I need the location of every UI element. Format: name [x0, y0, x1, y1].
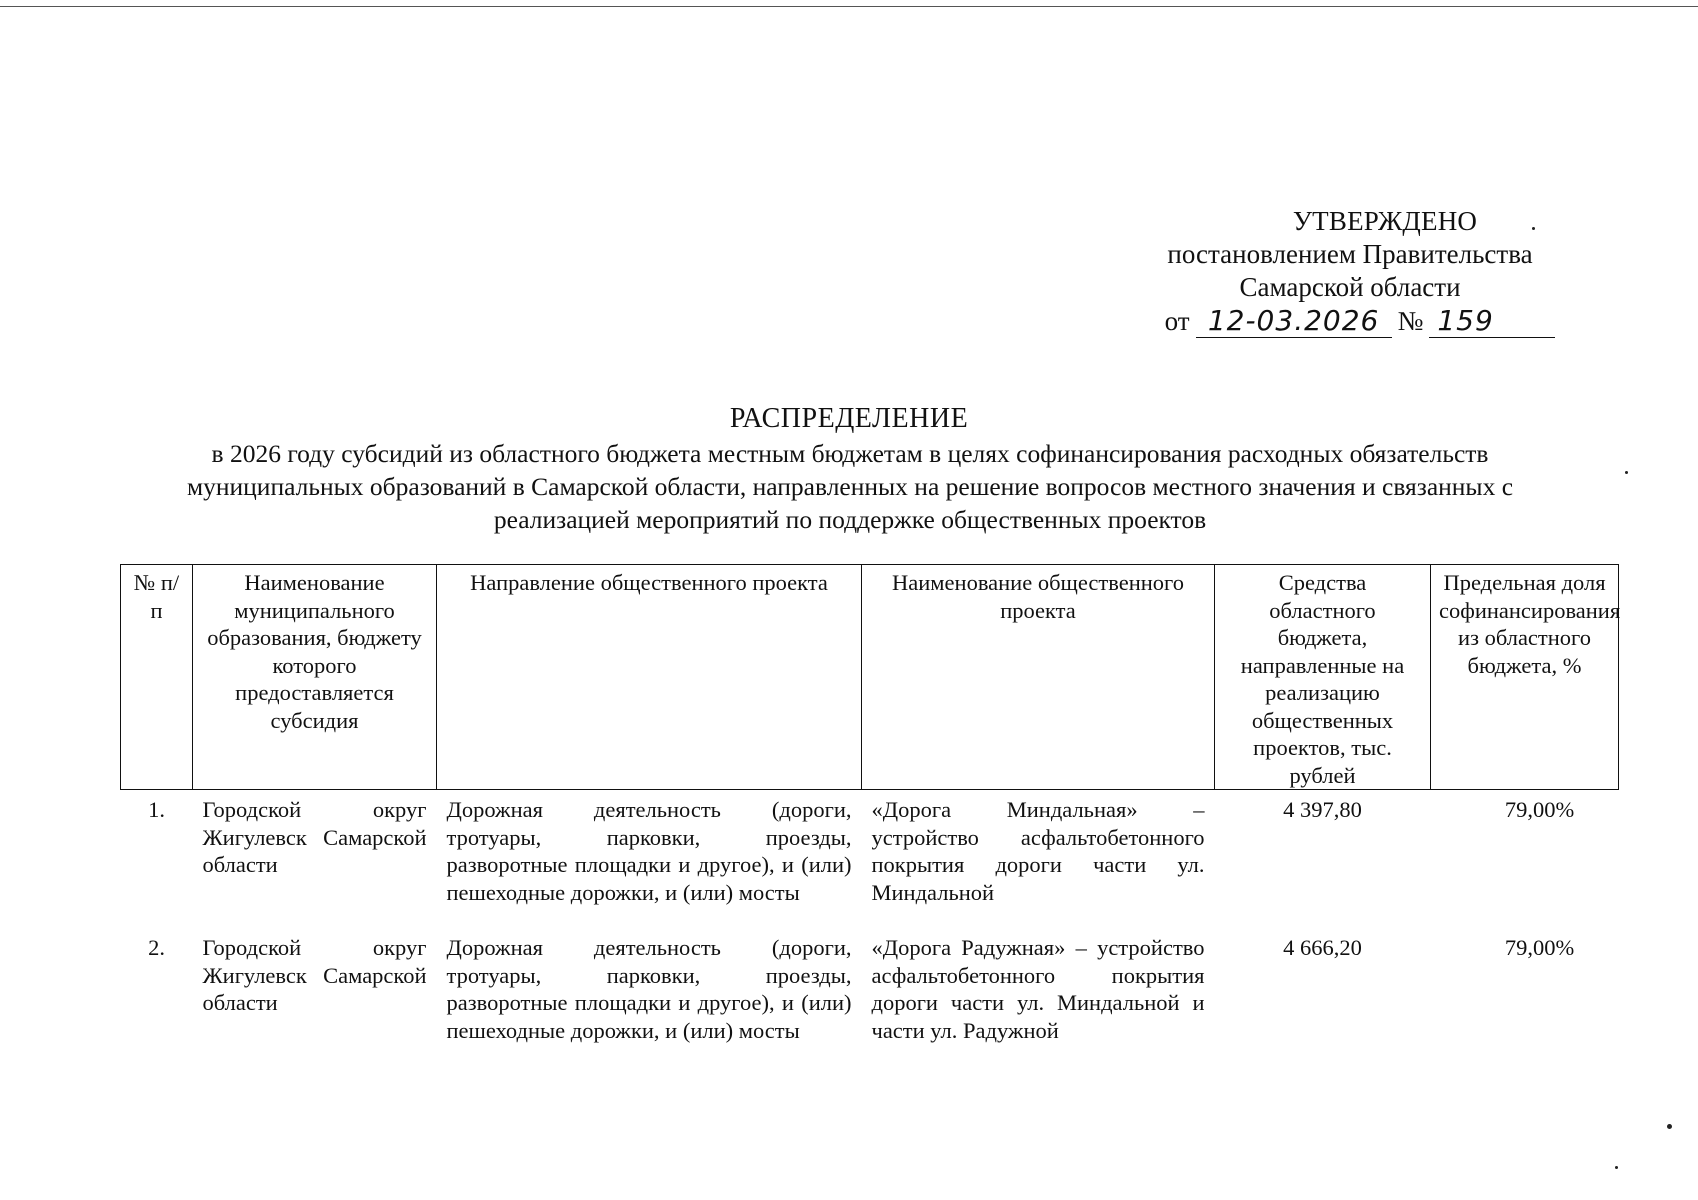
scan-speck — [1532, 227, 1535, 230]
row-amount: 4 397,80 — [1283, 797, 1362, 822]
header-budget-amount: Средства областного бюджета, направленные на реализацию общественных проектов, тыс. рублей — [1215, 565, 1431, 790]
row-share: 79,00% — [1504, 935, 1575, 960]
number-prefix: № — [1397, 306, 1424, 336]
top-scan-rule — [0, 6, 1698, 7]
row-municipality: Городской округ Жигулевск Самарской области — [202, 797, 427, 877]
row-share: 79,00% — [1504, 797, 1575, 822]
table-row — [121, 930, 1619, 1044]
scan-speck — [1625, 471, 1628, 474]
scan-speck — [1615, 1166, 1618, 1169]
table-header-row — [121, 565, 1619, 790]
row-amount: 4 666,20 — [1283, 935, 1362, 960]
approval-date-line — [1150, 304, 1550, 338]
document-subtitle: в 2026 году субсидий из областного бюджета местным бюджетам в целях софинансирования расходных обязательств муниципальных образований в Самарской области, направленных на решение вопросов местного значения и связанных с реализацией мероприятий по поддержке общественных проектов — [186, 439, 1514, 534]
row-direction: Дорожная деятельность (дороги, тротуары, парковки, проезды, разворотные площадки и другое), и (или) пешеходные дорожки, и (или) мосты — [446, 797, 852, 905]
row-project: «Дорога Миндальная» – устройство асфальтобетонного покрытия дороги части ул. Миндальной — [871, 797, 1205, 905]
header-number: № п/п — [121, 565, 193, 790]
distribution-table — [120, 564, 1619, 1044]
row-direction: Дорожная деятельность (дороги, тротуары, парковки, проезды, разворотные площадки и другое), и (или) пешеходные дорожки, и (или) мосты — [446, 935, 852, 1043]
row-project: «Дорога Радужная» – устройство асфальтобетонного покрытия дороги части ул. Миндальной и части ул. Радужной — [871, 935, 1205, 1043]
handwritten-number: 159 — [1429, 304, 1555, 338]
table-row — [121, 790, 1619, 931]
handwritten-date: 12-03.2026 — [1196, 304, 1392, 338]
header-project-name: Наименование общественного проекта — [862, 565, 1215, 790]
document-title: РАСПРЕДЕЛЕНИЕ — [729, 403, 969, 434]
approval-stamp — [1150, 205, 1550, 338]
header-cofinancing-share: Предельная доля софинансирования из областного бюджета, % — [1431, 565, 1619, 790]
row-number: 1. — [148, 797, 165, 822]
approval-title: УТВЕРЖДЕНО — [1292, 206, 1478, 236]
approval-line-1: постановлением Правительства — [1167, 239, 1533, 269]
approval-line-2: Самарской области — [1239, 272, 1461, 302]
row-number: 2. — [148, 935, 165, 960]
date-prefix: от — [1164, 306, 1190, 336]
header-municipality: Наименование муниципального образования, бюджету которого предоставляется субсидия — [193, 565, 437, 790]
row-municipality: Городской округ Жигулевск Самарской области — [202, 935, 427, 1015]
header-direction: Направление общественного проекта — [437, 565, 862, 790]
scan-speck — [1667, 1124, 1672, 1129]
